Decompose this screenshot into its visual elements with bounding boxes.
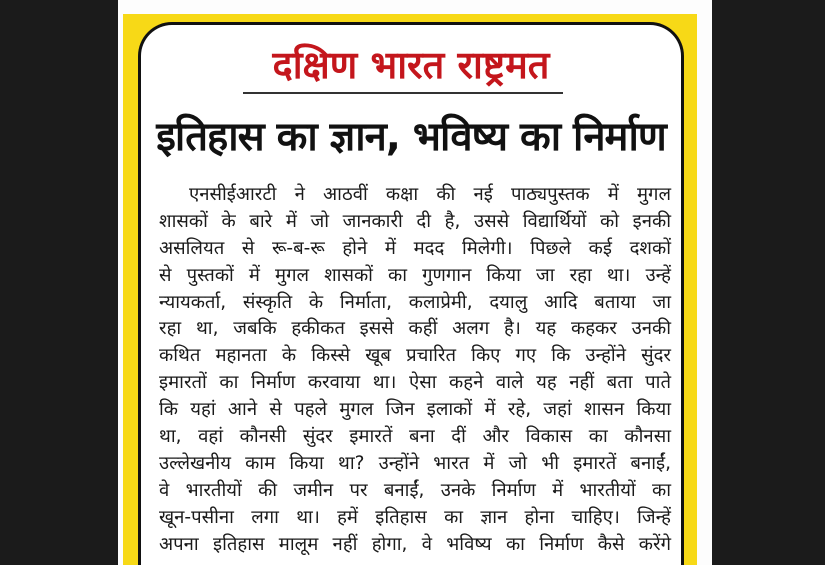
body-line: वे भारतीयों की जमीन पर बनाईं, उनके निर्माण में भारतीयों का [159,479,671,501]
body-line: था, वहां कौनसी सुंदर इमारतें बना दीं और विकास का कौनसा [159,426,671,448]
headline: इतिहास का ज्ञान, भविष्य का निर्माण [156,114,666,160]
article-body [159,182,671,558]
masthead: दक्षिण भारत राष्ट्रमत [272,43,550,87]
body-line: कि यहां आने से पहले मुगल जिन इलाकों में रहे, जहां शासन किया [159,399,671,421]
body-line: खून-पसीना लगा था। हमें इतिहास का ज्ञान होना चाहिए। जिन्हें [159,506,671,528]
body-line: न्यायकर्ता, संस्कृति के निर्माता, कलाप्रेमी, दयालु आदि बताया जा [159,291,671,313]
body-line: उल्लेखनीय काम किया था? उन्होंने भारत में जो भी इमारतें बनाईं, [159,452,671,474]
body-line: एनसीईआरटी ने आठवीं कक्षा की नई पाठ्यपुस्तक में मुगल [189,184,671,205]
divider [243,92,563,94]
newspaper-clipping [118,0,712,565]
body-line: शासकों के बारे में जो जानकारी दी है, उससे विद्यार्थियों को इनकी [159,210,671,232]
body-line: अपना इतिहास मालूम नहीं होगा, वे भविष्य का निर्माण कैसे करेंगे [159,533,671,555]
yellow-frame [123,14,697,565]
body-line: कथित महानता के किस्से खूब प्रचारित किए गए कि उन्होंने सुंदर [159,345,671,367]
body-line: असलियत से रू-ब-रू होने में मदद मिलेगी। पिछले कई दशकों [159,237,671,259]
body-line: इमारतों का निर्माण करवाया था। ऐसा कहने वाले यह नहीं बता पाते [159,372,671,394]
body-line: से पुस्तकों में मुगल शासकों का गुणगान किया जा रहा था। उन्हें [159,264,671,286]
body-line: रहा था, जबकि हकीकत इससे कहीं अलग है। यह कहकर उनकी [159,318,671,340]
article-box [138,22,684,565]
